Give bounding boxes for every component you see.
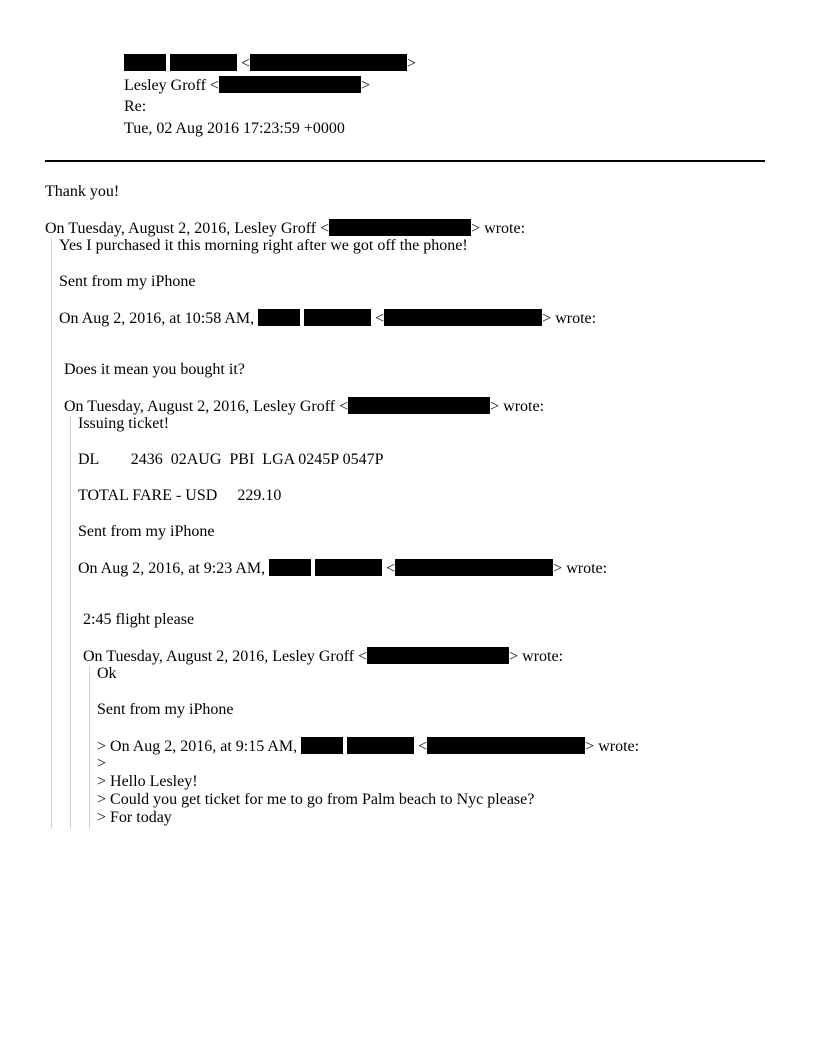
quote-text: Sent from my iPhone <box>78 523 215 540</box>
quote-text: Sent from my iPhone <box>59 273 196 290</box>
quote-text: Ok <box>97 665 117 682</box>
redacted-block <box>250 54 407 71</box>
redacted-block <box>170 54 237 71</box>
quote-attribution: On Aug 2, 2016, at 9:23 AM, < > wrote: <box>78 560 608 577</box>
redacted-block <box>301 737 343 754</box>
quote-text: > Hello Lesley! <box>97 773 198 790</box>
redacted-block <box>367 647 509 664</box>
quote-bar <box>51 238 52 828</box>
quote-text: Issuing ticket! <box>78 415 170 432</box>
quote-attribution: On Tuesday, August 2, 2016, Lesley Groff < > wrote: <box>83 648 564 665</box>
to-name: Lesley Groff <box>124 77 206 94</box>
redacted-block <box>329 219 471 236</box>
redacted-block <box>427 737 585 754</box>
redacted-block <box>348 397 490 414</box>
quote-attribution: On Tuesday, August 2, 2016, Lesley Groff < > wrote: <box>64 398 545 415</box>
quote-bar <box>89 666 90 828</box>
redacted-block <box>124 54 166 71</box>
header-divider <box>45 160 765 162</box>
total-fare: TOTAL FARE - USD 229.10 <box>78 487 282 504</box>
quote-text: > For today <box>97 809 172 826</box>
redacted-block <box>315 559 382 576</box>
quote-text: > <box>97 755 107 772</box>
redacted-block <box>395 559 553 576</box>
quote-attribution: > On Aug 2, 2016, at 9:15 AM, < > wrote: <box>97 738 640 755</box>
quote-attribution: On Tuesday, August 2, 2016, Lesley Groff < > wrote: <box>45 220 526 237</box>
quote-text: 2:45 flight please <box>83 611 195 628</box>
subject-value: Re: <box>124 98 147 115</box>
quote-text: Yes I purchased it this morning right after we got off the phone! <box>59 237 468 254</box>
redacted-block <box>258 309 300 326</box>
redacted-block <box>384 309 542 326</box>
redacted-block <box>269 559 311 576</box>
quote-text: Sent from my iPhone <box>97 701 234 718</box>
quote-text: > Could you get ticket for me to go from Palm beach to Nyc please? <box>97 791 535 808</box>
redacted-block <box>219 76 361 93</box>
date-value: Tue, 02 Aug 2016 17:23:59 +0000 <box>124 120 345 137</box>
quote-text: Does it mean you bought it? <box>64 361 245 378</box>
reply-text: Thank you! <box>45 183 120 200</box>
flight-details: DL 2436 02AUG PBI LGA 0245P 0547P <box>78 451 384 468</box>
quote-attribution: On Aug 2, 2016, at 10:58 AM, < > wrote: <box>59 310 597 327</box>
redacted-block <box>304 309 371 326</box>
quote-bar <box>70 416 71 828</box>
redacted-block <box>347 737 414 754</box>
